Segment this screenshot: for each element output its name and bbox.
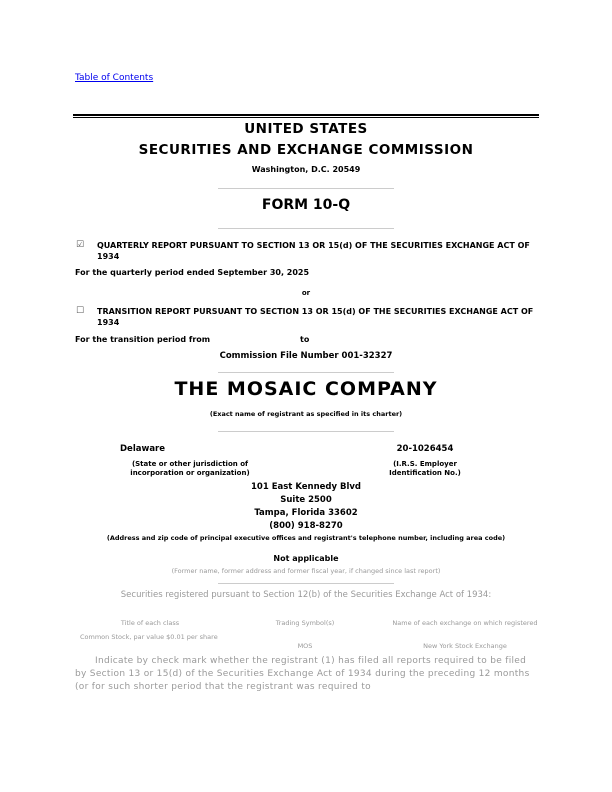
transition-checkbox-unchecked: ☐ <box>76 306 85 316</box>
column-title-of-class: Title of each class <box>120 619 180 627</box>
phone-number: (800) 918-8270 <box>269 521 343 531</box>
top-double-rule-upper <box>73 114 539 116</box>
address-line-1: 101 East Kennedy Blvd <box>251 482 361 492</box>
state-of-incorporation: Delaware <box>120 444 166 454</box>
quarterly-period-label: For the quarterly period ended September 30, 2025 <box>75 268 310 277</box>
address-line-3: Tampa, Florida 33602 <box>254 508 358 518</box>
row-trading-symbol: MOS <box>297 642 313 650</box>
column-exchange-name: Name of each exchange on which registered <box>392 619 538 627</box>
employer-id-number: 20-1026454 <box>396 444 454 454</box>
top-double-rule-lower <box>73 117 539 118</box>
quarterly-checkbox-checked: ☑ <box>76 240 85 250</box>
divider-gray-4 <box>218 431 394 432</box>
form-title: FORM 10-Q <box>261 197 351 213</box>
state-caption: (State or other jurisdiction of incorporation or organization) <box>130 460 250 477</box>
or-separator-1: or <box>301 289 311 297</box>
former-name-caption: (Former name, former address and former fiscal year, if changed since last report) <box>171 567 441 575</box>
transition-report-text: TRANSITION REPORT PURSUANT TO SECTION 13 OR 15(d) OF THE SECURITIES EXCHANGE ACT OF 1934 <box>97 307 534 327</box>
divider-gray-2 <box>218 228 394 229</box>
address-line-2: Suite 2500 <box>280 495 332 505</box>
row-common-stock: Common Stock, par value $0.01 per share <box>80 633 218 641</box>
table-of-contents-link[interactable]: Table of Contents <box>75 73 154 83</box>
quarterly-report-text: QUARTERLY REPORT PURSUANT TO SECTION 13 OR 15(d) OF THE SECURITIES EXCHANGE ACT OF 1934 <box>97 241 530 261</box>
location-line: Washington, D.C. 20549 <box>251 165 361 174</box>
address-caption: (Address and zip code of principal executive offices and registrant's telephone number, including area code) <box>106 534 506 542</box>
commission-heading: SECURITIES AND EXCHANGE COMMISSION <box>138 142 474 158</box>
commission-file-number: Commission File Number 001-32327 <box>219 351 393 361</box>
agency-heading: UNITED STATES <box>244 121 368 137</box>
transition-to-label: to <box>300 335 310 344</box>
transition-period-label: For the transition period from <box>75 335 211 344</box>
employer-id-caption: (I.R.S. Employer Identification No.) <box>389 460 461 477</box>
divider-gray-1 <box>218 188 394 189</box>
column-trading-symbol: Trading Symbol(s) <box>275 619 335 627</box>
section-12b-title: Securities registered pursuant to Section 12(b) of the Securities Exchange Act of 1934: <box>120 590 492 600</box>
row-exchange-name: New York Stock Exchange <box>423 642 507 650</box>
former-name: Not applicable <box>273 554 339 563</box>
divider-gray-5 <box>218 583 394 584</box>
company-name-caption: (Exact name of registrant as specified in its charter) <box>209 410 403 418</box>
company-name: THE MOSAIC COMPANY <box>174 378 438 400</box>
indicate-check-mark-paragraph: Indicate by check mark whether the registrant (1) has filed all reports required to be filed by Section 13 or 15(d) of the Securities Exchange Act of 1934 during the preceding 12 months (or for such shorter period that the registrant was required to <box>75 656 530 692</box>
divider-gray-3 <box>218 372 394 373</box>
